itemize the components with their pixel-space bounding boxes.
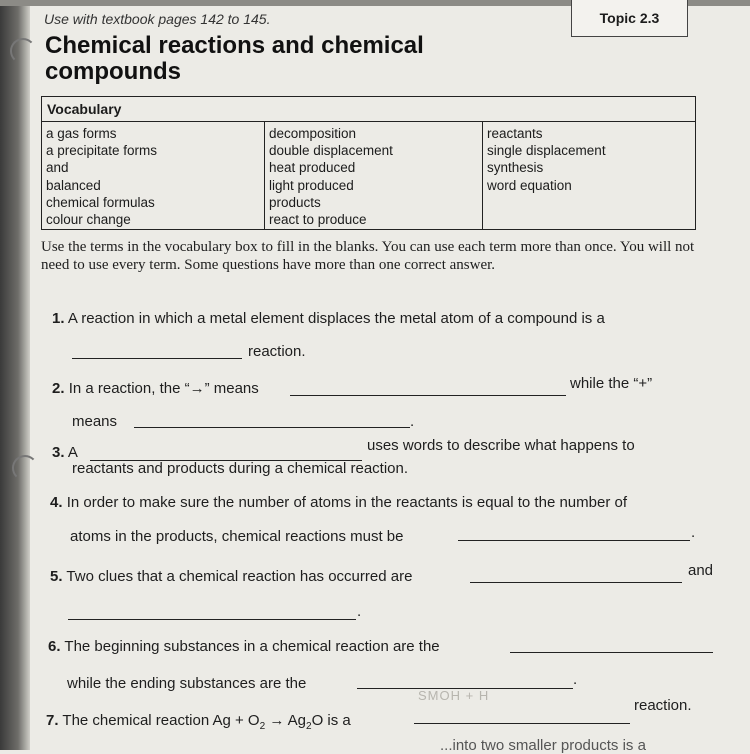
vocab-term: heat produced — [269, 160, 356, 176]
vocabulary-column-1 — [42, 122, 264, 230]
answer-blank[interactable] — [134, 427, 410, 428]
vocab-term: products — [269, 194, 321, 210]
question-text: reaction. — [248, 343, 306, 360]
question-text: In order to make sure the number of atoms in the reactants is equal to the number of — [66, 494, 627, 511]
vocab-term: react to produce — [269, 212, 367, 228]
vocabulary-column-3 — [482, 122, 695, 230]
question-text: means — [72, 413, 118, 430]
faint-watermark: SMOH + H — [418, 688, 490, 703]
page-title: Chemical reactions and chemical compounds — [45, 32, 424, 85]
question-text: → Ag — [265, 712, 307, 729]
answer-blank[interactable] — [470, 582, 682, 583]
question-text: atoms in the products, chemical reactions must be — [70, 528, 404, 545]
question-number: 2. — [52, 380, 65, 397]
question-text: In a reaction, the “→” means — [68, 380, 259, 397]
punctuation: . — [410, 413, 415, 430]
question-number: 7. — [46, 712, 59, 729]
question-number: 6. — [48, 638, 61, 655]
instructions: Use the terms in the vocabulary box to fill in the blanks. You can use each term more than once. You will not need to use every term. Some questions have more than one correct answer. — [41, 239, 695, 273]
vocabulary-column-2 — [264, 122, 482, 230]
question-text: A — [67, 444, 78, 461]
question-4 — [50, 494, 627, 511]
subscript: 2 — [259, 721, 266, 732]
cut-off-text: ...into two smaller products is a — [440, 737, 646, 754]
question-6 — [48, 638, 440, 655]
question-text: The beginning substances in a chemical reaction are the — [64, 638, 440, 655]
vocabulary-box — [41, 96, 696, 230]
subscript: 2 — [306, 721, 312, 732]
question-text: while the ending substances are the — [67, 675, 307, 692]
vocab-term: reactants — [487, 126, 543, 141]
question-number: 4. — [50, 494, 63, 511]
punctuation: . — [691, 524, 696, 541]
question-text: A reaction in which a metal element displaces the metal atom of a compound is a — [67, 310, 605, 327]
question-text: reactants and products during a chemical reaction. — [72, 460, 409, 477]
answer-blank[interactable] — [72, 358, 242, 359]
question-text: while the “+” — [570, 375, 653, 392]
punctuation: . — [357, 603, 362, 620]
answer-blank[interactable] — [414, 723, 630, 724]
question-text: uses words to describe what happens to — [367, 437, 635, 454]
question-number: 1. — [52, 310, 65, 327]
answer-blank[interactable] — [290, 395, 566, 396]
vocab-term: word equation — [487, 177, 572, 193]
page-shadow — [0, 0, 30, 750]
punctuation: . — [573, 671, 578, 688]
vocab-term: double displacement — [269, 143, 393, 159]
answer-blank[interactable] — [510, 652, 713, 653]
answer-blank[interactable] — [458, 540, 690, 541]
question-5 — [50, 568, 412, 585]
question-text: Two clues that a chemical reaction has occurred are — [66, 568, 413, 585]
question-1 — [52, 310, 605, 327]
question-text: The chemical reaction Ag + O — [62, 712, 260, 729]
question-text: O is a — [311, 712, 351, 729]
vocab-term: light produced — [269, 177, 354, 193]
vocab-term: a precipitate forms — [46, 143, 158, 159]
vocab-term: decomposition — [269, 126, 357, 141]
question-text: reaction. — [634, 697, 692, 714]
vocab-term: a gas forms — [46, 126, 117, 141]
question-2 — [52, 380, 259, 397]
topic-label: Topic 2.3 — [571, 0, 688, 37]
question-3 — [52, 444, 78, 461]
vocab-term: synthesis — [487, 160, 544, 176]
question-text: and — [688, 562, 714, 579]
answer-blank[interactable] — [68, 619, 356, 620]
binder-hole-icon — [10, 38, 36, 64]
vocab-term: single displacement — [487, 143, 606, 159]
vocabulary-heading: Vocabulary — [42, 97, 695, 122]
vocab-term: and — [46, 160, 69, 176]
vocab-term: balanced — [46, 177, 101, 193]
question-number: 3. — [52, 444, 65, 461]
vocab-term: chemical formulas — [46, 194, 155, 210]
question-number: 5. — [50, 568, 63, 585]
binder-hole-icon — [12, 455, 38, 481]
vocab-term: colour change — [46, 212, 131, 228]
textbook-reference: Use with textbook pages 142 to 145. — [44, 11, 271, 27]
question-7 — [46, 712, 351, 732]
